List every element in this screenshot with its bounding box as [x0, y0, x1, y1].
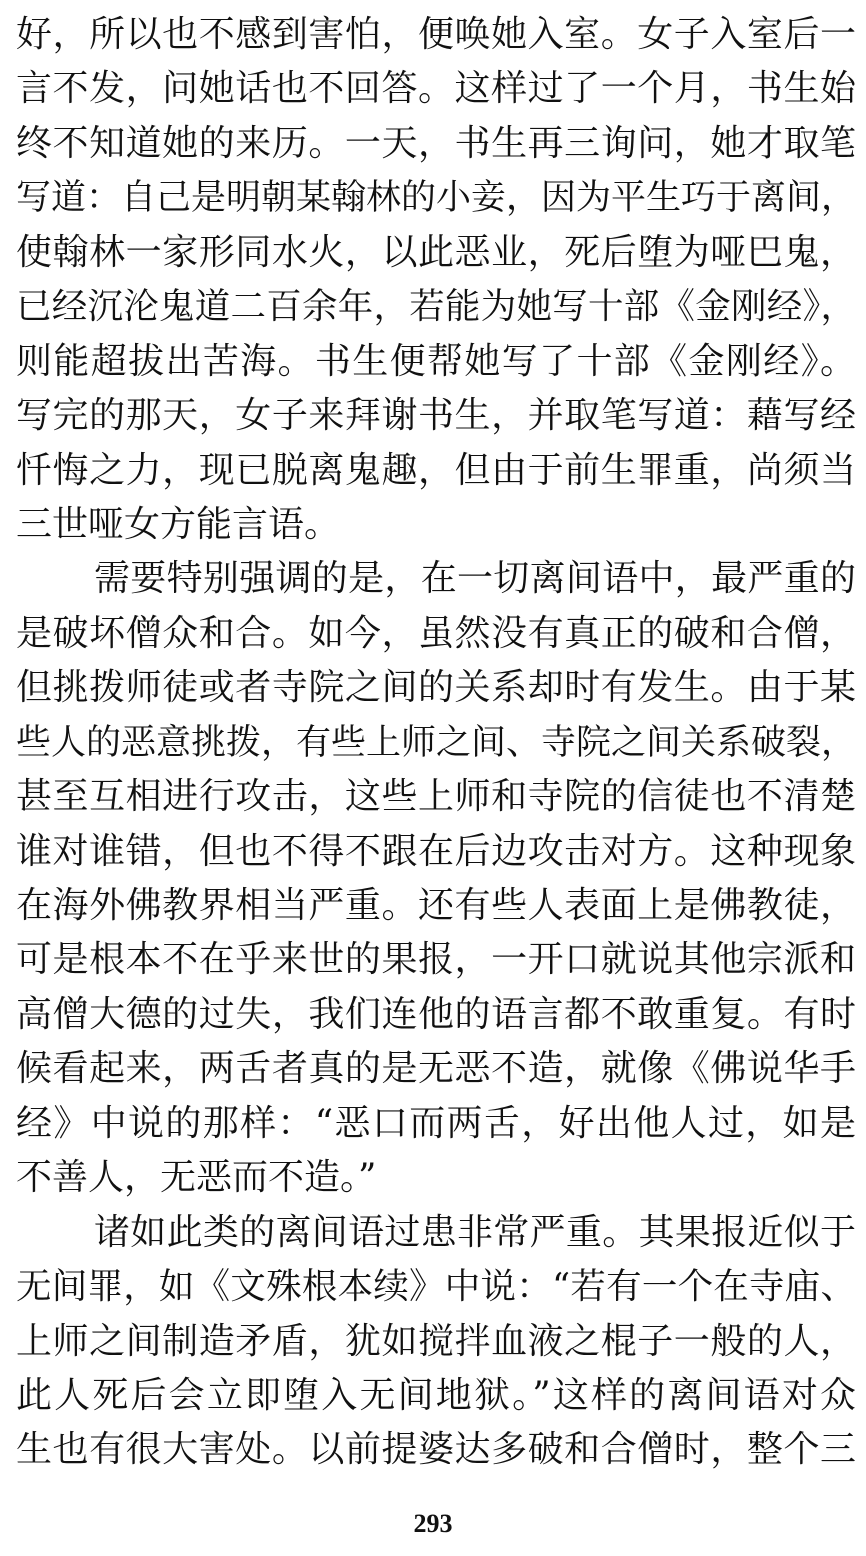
text-line: 好，所以也不感到害怕，便唤她入室。女子入室后一 — [16, 14, 856, 55]
text-line: 已经沉沦鬼道二百余年，若能为她写十部《金刚经》， — [16, 286, 856, 328]
text-line: 则能超拔出苦海。书生便帮她写了十部《金刚经》。 — [16, 340, 856, 382]
body-text — [16, 8, 856, 1478]
text-line: 高僧大德的过失，我们连他的语言都不敢重复。有时 — [16, 993, 856, 1035]
text-line: 使翰林一家形同水火，以此恶业，死后堕为哑巴鬼， — [16, 231, 856, 273]
text-line: 写完的那天，女子来拜谢书生，并取笔写道：藉写经 — [16, 395, 856, 437]
text-line: 言不发，问她话也不回答。这样过了一个月，书生始 — [16, 68, 856, 110]
text-line: 终不知道她的来历。一天，书生再三询问，她才取笔 — [16, 122, 856, 164]
text-line: 写道：自己是明朝某翰林的小妾，因为平生巧于离间， — [16, 178, 857, 219]
text-line: 谁对谁错，但也不得不跟在后边攻击对方。这种现象 — [16, 830, 856, 872]
text-line: 是破坏僧众和合。如今，虽然没有真正的破和合僧， — [16, 612, 856, 654]
text-line: 可是根本不在乎来世的果报，一开口就说其他宗派和 — [16, 939, 856, 981]
text-line: 候看起来，两舌者真的是无恶不造，就像《佛说华手 — [16, 1048, 856, 1090]
text-line: 生也有很大害处。以前提婆达多破和合僧时，整个三 — [16, 1429, 856, 1471]
text-line: 此人死后会立即堕入无间地狱。”这样的离间语对众 — [16, 1374, 856, 1416]
text-line: 上师之间制造矛盾，犹如搅拌血液之棍子一般的人， — [16, 1320, 856, 1362]
text-line: 些人的恶意挑拨，有些上师之间、寺院之间关系破裂， — [16, 722, 857, 763]
paragraph-first-line: 诸如此类的离间语过患非常严重。其果报近似于 — [94, 1211, 856, 1253]
page-number: 293 — [413, 1509, 453, 1538]
text-line: 无间罪，如《文殊根本续》中说：“若有一个在寺庙、 — [16, 1266, 856, 1308]
text-line: 但挑拨师徒或者寺院之间的关系却时有发生。由于某 — [16, 667, 856, 709]
text-line: 忏悔之力，现已脱离鬼趣，但由于前生罪重，尚须当 — [16, 449, 856, 491]
text-line: 经》中说的那样：“恶口而两舌，好出他人过，如是 — [16, 1102, 856, 1144]
text-line: 在海外佛教界相当严重。还有些人表面上是佛教徒， — [16, 885, 856, 926]
text-line: 三世哑女方能言语。 — [16, 503, 341, 545]
text-line: 甚至互相进行攻击，这些上师和寺院的信徒也不清楚 — [16, 776, 856, 818]
text-line: 不善人，无恶而不造。” — [16, 1157, 377, 1199]
paragraph-first-line: 需要特别强调的是，在一切离间语中，最严重的 — [94, 558, 856, 600]
